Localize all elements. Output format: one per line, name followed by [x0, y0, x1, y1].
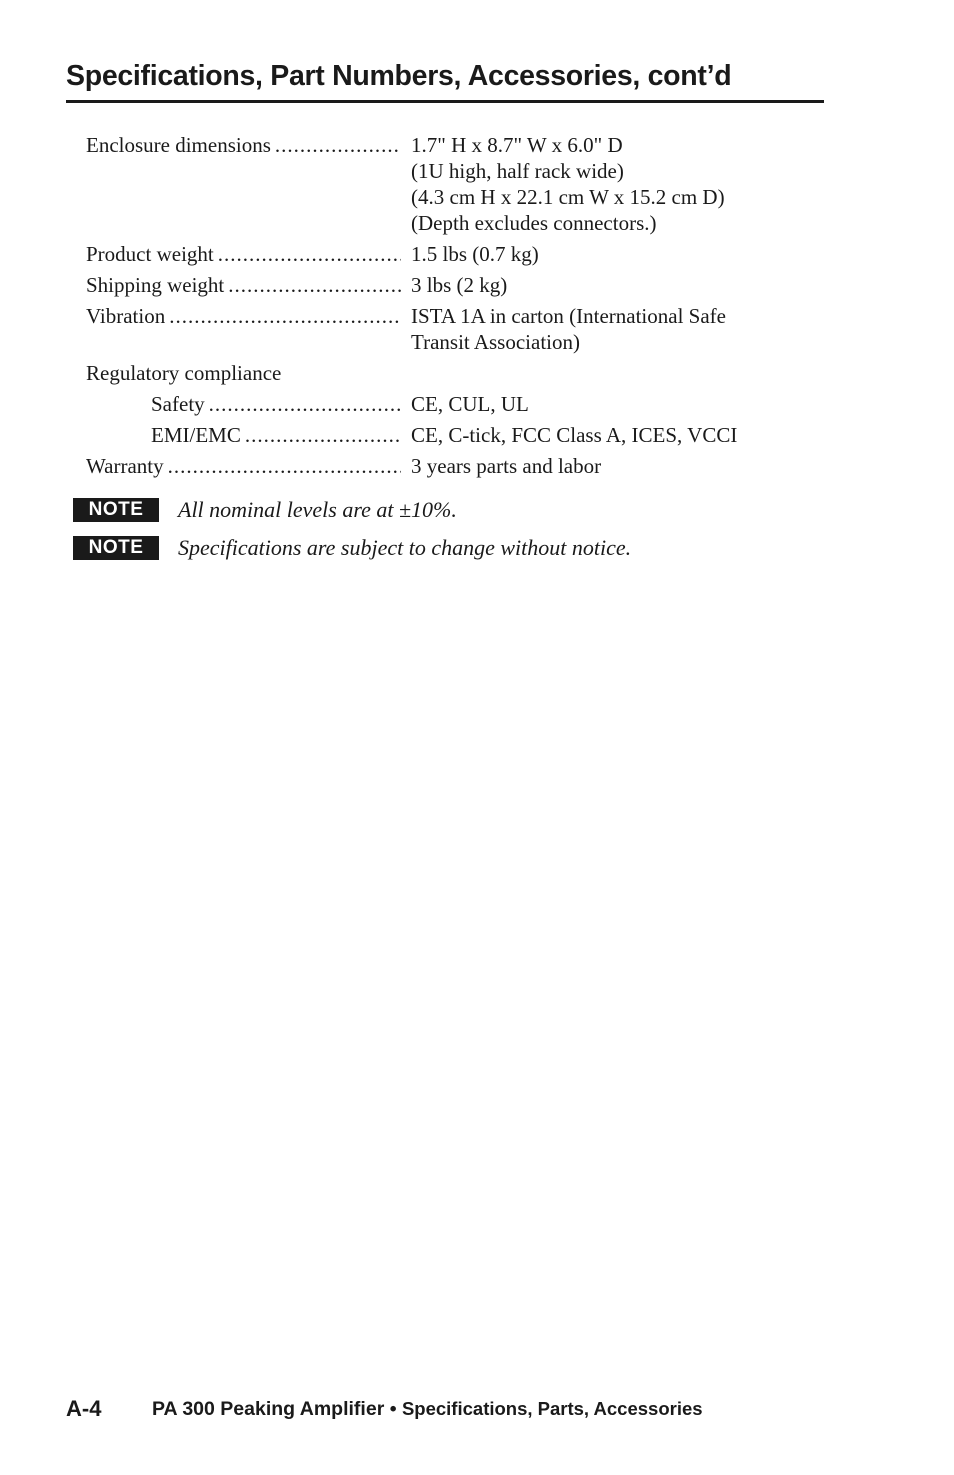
- note-badge: NOTE: [73, 536, 159, 560]
- spec-value: 3 lbs (2 kg): [411, 273, 508, 297]
- spec-label: Regulatory compliance: [86, 361, 282, 385]
- spec-value: CE, CUL, UL: [411, 392, 529, 416]
- spec-value: 1.7" H x 8.7" W x 6.0" D (1U high, half rack wide) (4.3 cm H x 22.1 cm W x 15.2 cm D) (Depth excludes connectors.): [411, 133, 725, 235]
- footer-product: PA 300 Peaking Amplifier: [152, 1398, 385, 1420]
- spec-label: Safety: [151, 392, 205, 416]
- spec-row-regulatory-compliance: [86, 360, 786, 386]
- leader-dots: [209, 391, 401, 417]
- note-text: Specifications are subject to change without notice.: [178, 535, 632, 560]
- leader-dots: [228, 272, 401, 298]
- spec-value: 1.5 lbs (0.7 kg): [411, 242, 539, 266]
- spec-label: Shipping weight: [86, 273, 225, 297]
- note-badge: NOTE: [73, 498, 159, 522]
- note-specs-change: [73, 529, 793, 567]
- page-heading: Specifications, Part Numbers, Accessories, cont’d: [66, 60, 732, 92]
- page-number: A-4: [66, 1396, 102, 1421]
- heading-rule: [66, 100, 824, 103]
- spec-label: Enclosure dimensions: [86, 133, 271, 157]
- spec-label: Vibration: [86, 304, 166, 328]
- leader-dots: [275, 132, 401, 236]
- spec-label: Product weight: [86, 242, 214, 266]
- spec-row-enclosure-dimensions: [86, 132, 786, 236]
- spec-label: EMI/EMC: [151, 423, 241, 447]
- spec-list: [86, 132, 786, 484]
- spec-row-vibration: [86, 303, 786, 355]
- notes: [73, 491, 793, 567]
- note-text: All nominal levels are at ±10%.: [178, 497, 457, 522]
- spec-value: CE, C-tick, FCC Class A, ICES, VCCI: [411, 423, 738, 447]
- spec-row-product-weight: [86, 241, 786, 267]
- note-nominal-levels: [73, 491, 793, 529]
- page-footer: [66, 1396, 826, 1426]
- spec-value: ISTA 1A in carton (International Safe Transit Association): [411, 304, 726, 354]
- leader-dots: [245, 422, 401, 448]
- leader-dots: [169, 303, 401, 355]
- footer-separator: •: [384, 1398, 402, 1420]
- spec-row-warranty: [86, 453, 786, 479]
- spec-row-shipping-weight: [86, 272, 786, 298]
- leader-dots: [168, 453, 401, 479]
- spec-row-emi-emc: [86, 422, 786, 448]
- spec-value: 3 years parts and labor: [411, 454, 602, 478]
- footer-title: [152, 1398, 703, 1421]
- spec-label: Warranty: [86, 454, 164, 478]
- spec-row-safety: [86, 391, 786, 417]
- leader-dots: [218, 241, 401, 267]
- footer-section: Specifications, Parts, Accessories: [401, 1398, 703, 1419]
